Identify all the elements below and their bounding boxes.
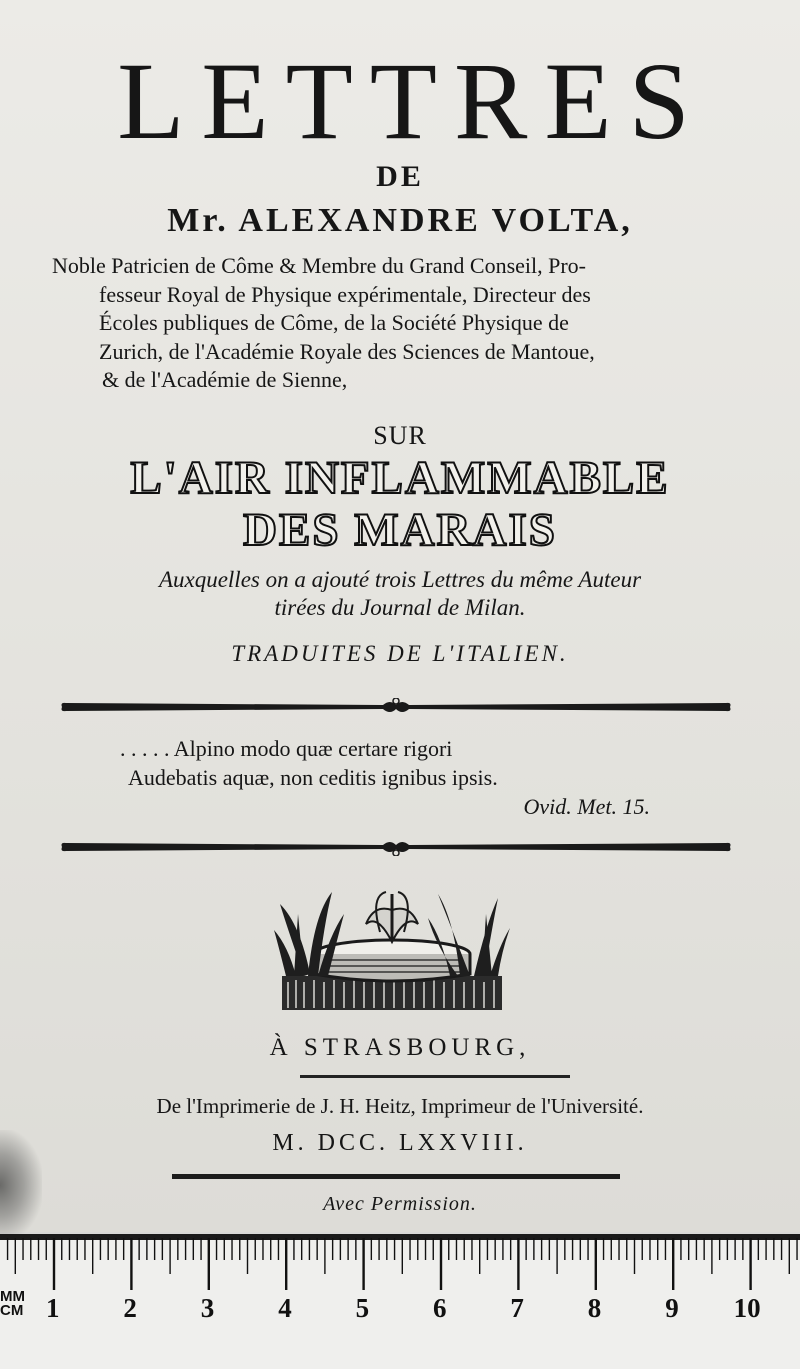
ruler-ticks: [0, 1238, 800, 1298]
subject-line-2: [0, 504, 800, 556]
ruler-number: 3: [200, 1293, 215, 1323]
ruler-number: 10: [733, 1293, 761, 1323]
ruler-units: [0, 1290, 26, 1318]
divider-long: [172, 1174, 620, 1179]
epigraph-source: Ovid. Met. 15.: [523, 794, 650, 819]
ruler-unit-mm: MM: [0, 1288, 25, 1305]
ornamental-rule-bottom: [58, 838, 734, 852]
author-qualifications: [52, 252, 742, 395]
qualification-line: Zurich, de l'Académie Royale des Sciences de Mantoue,: [99, 338, 595, 364]
subject-line-1: [0, 452, 800, 504]
ornamental-rule-top: [58, 698, 734, 712]
additional-note: [0, 566, 800, 622]
epigraph-line: Audebatis aquæ, non ceditis ignibus ipsis.: [128, 765, 498, 790]
qualification-line: & de l'Académie de Sienne,: [102, 367, 348, 392]
title-preposition: DE: [376, 160, 424, 193]
permission-note: Avec Permission.: [323, 1193, 477, 1215]
ruler-number: 2: [123, 1293, 137, 1323]
ruler-unit-cm: CM: [0, 1302, 24, 1319]
book-title: LETTRES: [117, 40, 707, 162]
ruler-number: 6: [433, 1293, 447, 1323]
fountain-vignette-icon: [274, 884, 510, 1016]
ruler-number: 7: [510, 1293, 524, 1323]
qualification-line: Noble Patricien de Côme & Membre du Grand Conseil, Pro-: [52, 253, 587, 278]
ruler-number: 1: [46, 1293, 60, 1323]
subject-text: DES MARAIS: [243, 504, 557, 556]
publication-place: À STRASBOURG,: [269, 1034, 531, 1061]
subject-text: L'AIR INFLAMMABLE: [130, 452, 670, 504]
publication-year: M. DCC. LXXVIII.: [272, 1130, 528, 1156]
printer-line: De l'Imprimerie de J. H. Heitz, Imprimeur de l'Université.: [156, 1094, 644, 1118]
divider-short: [300, 1075, 570, 1078]
ruler-number: 4: [278, 1293, 292, 1323]
subject-preposition: SUR: [373, 421, 427, 450]
epigraph: [120, 734, 680, 821]
additional-line: Auxquelles on a ajouté trois Lettres du même Auteur: [158, 567, 642, 592]
qualification-line: fesseur Royal de Physique expérimentale, Directeur des: [99, 281, 591, 307]
additional-line: tirées du Journal de Milan.: [274, 595, 526, 620]
ruler-number: 5: [355, 1293, 370, 1323]
epigraph-line: . . . . . Alpino modo quæ certare rigori: [120, 736, 453, 761]
measurement-ruler: [0, 1234, 800, 1369]
qualification-line: Écoles publiques de Côme, de la Société Physique de: [99, 310, 569, 335]
ruler-number: 9: [665, 1293, 679, 1323]
translation-note: TRADUITES DE L'ITALIEN.: [231, 641, 569, 666]
author-name: Mr. ALEXANDRE VOLTA,: [167, 202, 633, 239]
ruler-number: 8: [587, 1293, 602, 1323]
